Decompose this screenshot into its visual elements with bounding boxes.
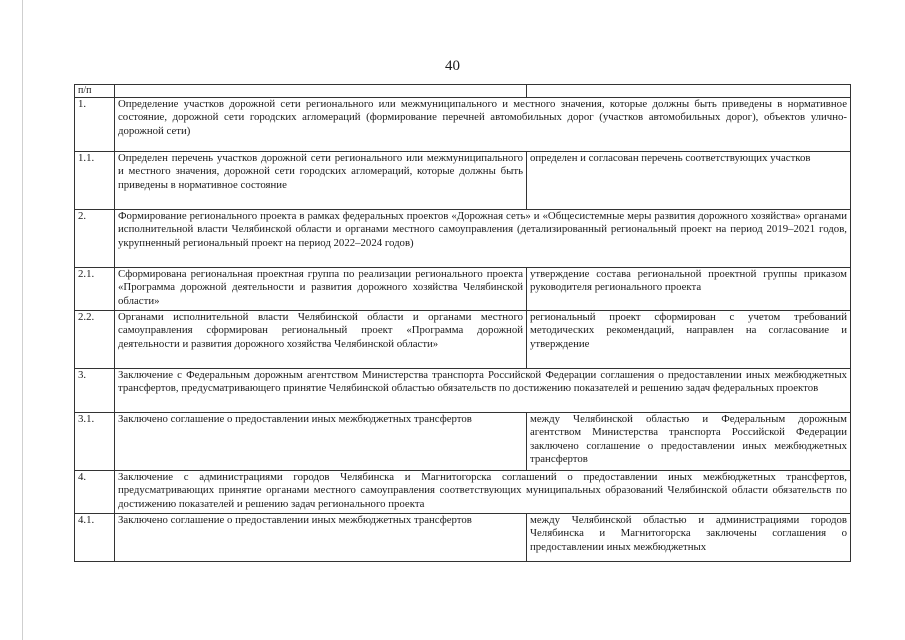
row-text: Формирование регионального проекта в рамках федеральных проектов «Дорожная сеть» и «Общесистемные меры развития дорожного хозяйства» органами исполнительной власти Челябинской области и органами местного самоуправления (детализированный региональный проект на период 2019–2021 годов, укрупненный региональный проект на период 2022–2024 годов) <box>115 210 851 268</box>
table-row <box>75 98 851 152</box>
table-row <box>75 369 851 413</box>
row-text: Определение участков дорожной сети регионального или межмуниципального и местного значения, которые должны быть приведены в нормативное состояние, дорожной сети городских агломераций (формирование перечней автомобильных дорог (участков автомобильных дорог), объектов улично-дорожной сети) <box>115 98 851 152</box>
table-row <box>75 210 851 268</box>
row-text: Определен перечень участков дорожной сети регионального или межмуниципального и местного значения, дорожной сети городских агломераций, которые должны быть приведены в нормативное состояние <box>115 152 527 210</box>
header-num-cell: п/п <box>75 85 115 98</box>
row-number: 2.1. <box>75 268 115 311</box>
row-number: 4. <box>75 471 115 514</box>
page-edge-line <box>22 0 23 640</box>
row-number: 1. <box>75 98 115 152</box>
row-text: Органами исполнительной власти Челябинской области и органами местного самоуправления сформирован региональный проект «Программа дорожной деятельности и развития дорожного хозяйства Челябинской области» <box>115 311 527 369</box>
row-text: Сформирована региональная проектная группа по реализации регионального проекта «Программа дорожной деятельности и развития дорожного хозяйства Челябинской области» <box>115 268 527 311</box>
table-row <box>75 413 851 471</box>
row-text: Заключено соглашение о предоставлении иных межбюджетных трансфертов <box>115 514 527 562</box>
row-number: 4.1. <box>75 514 115 562</box>
row-result: определен и согласован перечень соответствующих участков <box>527 152 851 210</box>
row-result: между Челябинской областью и Федеральным дорожным агентством Министерства транспорта Российской Федерации заключено соглашение о предоставлении иных межбюджетных трансфертов <box>527 413 851 471</box>
row-number: 3.1. <box>75 413 115 471</box>
header-text-cell <box>115 85 527 98</box>
table-row <box>75 268 851 311</box>
table-row <box>75 152 851 210</box>
row-result-text: между Челябинской областью и администрациями городов Челябинска и Магнитогорска заключены соглашения о предоставлении иных межбюджетных <box>530 514 847 553</box>
row-text: Заключение с Федеральным дорожным агентством Министерства транспорта Российской Федерации соглашения о предоставлении иных межбюджетных трансфертов, предусматривающего принятие Челябинской областью обязательств по достижению показателей и решению задач федеральных проектов <box>115 369 851 413</box>
row-number: 3. <box>75 369 115 413</box>
table-row <box>75 311 851 369</box>
row-number: 2.2. <box>75 311 115 369</box>
row-result: утверждение состава региональной проектной группы приказом руководителя регионального проекта <box>527 268 851 311</box>
table-row <box>75 471 851 514</box>
row-number: 2. <box>75 210 115 268</box>
header-result-cell <box>527 85 851 98</box>
row-text: Заключено соглашение о предоставлении иных межбюджетных трансфертов <box>115 413 527 471</box>
plan-table <box>74 84 851 562</box>
row-text: Заключение с администрациями городов Челябинска и Магнитогорска соглашений о предоставлении иных межбюджетных трансфертов, предусматривающих принятие органами местного самоуправления соответствующих муниципальных образований Челябинской области обязательств по достижению показателей и решению задач регионального проекта <box>115 471 851 514</box>
table-row <box>75 514 851 562</box>
row-number: 1.1. <box>75 152 115 210</box>
row-result: региональный проект сформирован с учетом требований методических рекомендаций, направлен на согласование и утверждение <box>527 311 851 369</box>
row-result <box>527 514 851 562</box>
table-header-row <box>75 85 851 98</box>
page-number: 40 <box>445 58 460 74</box>
